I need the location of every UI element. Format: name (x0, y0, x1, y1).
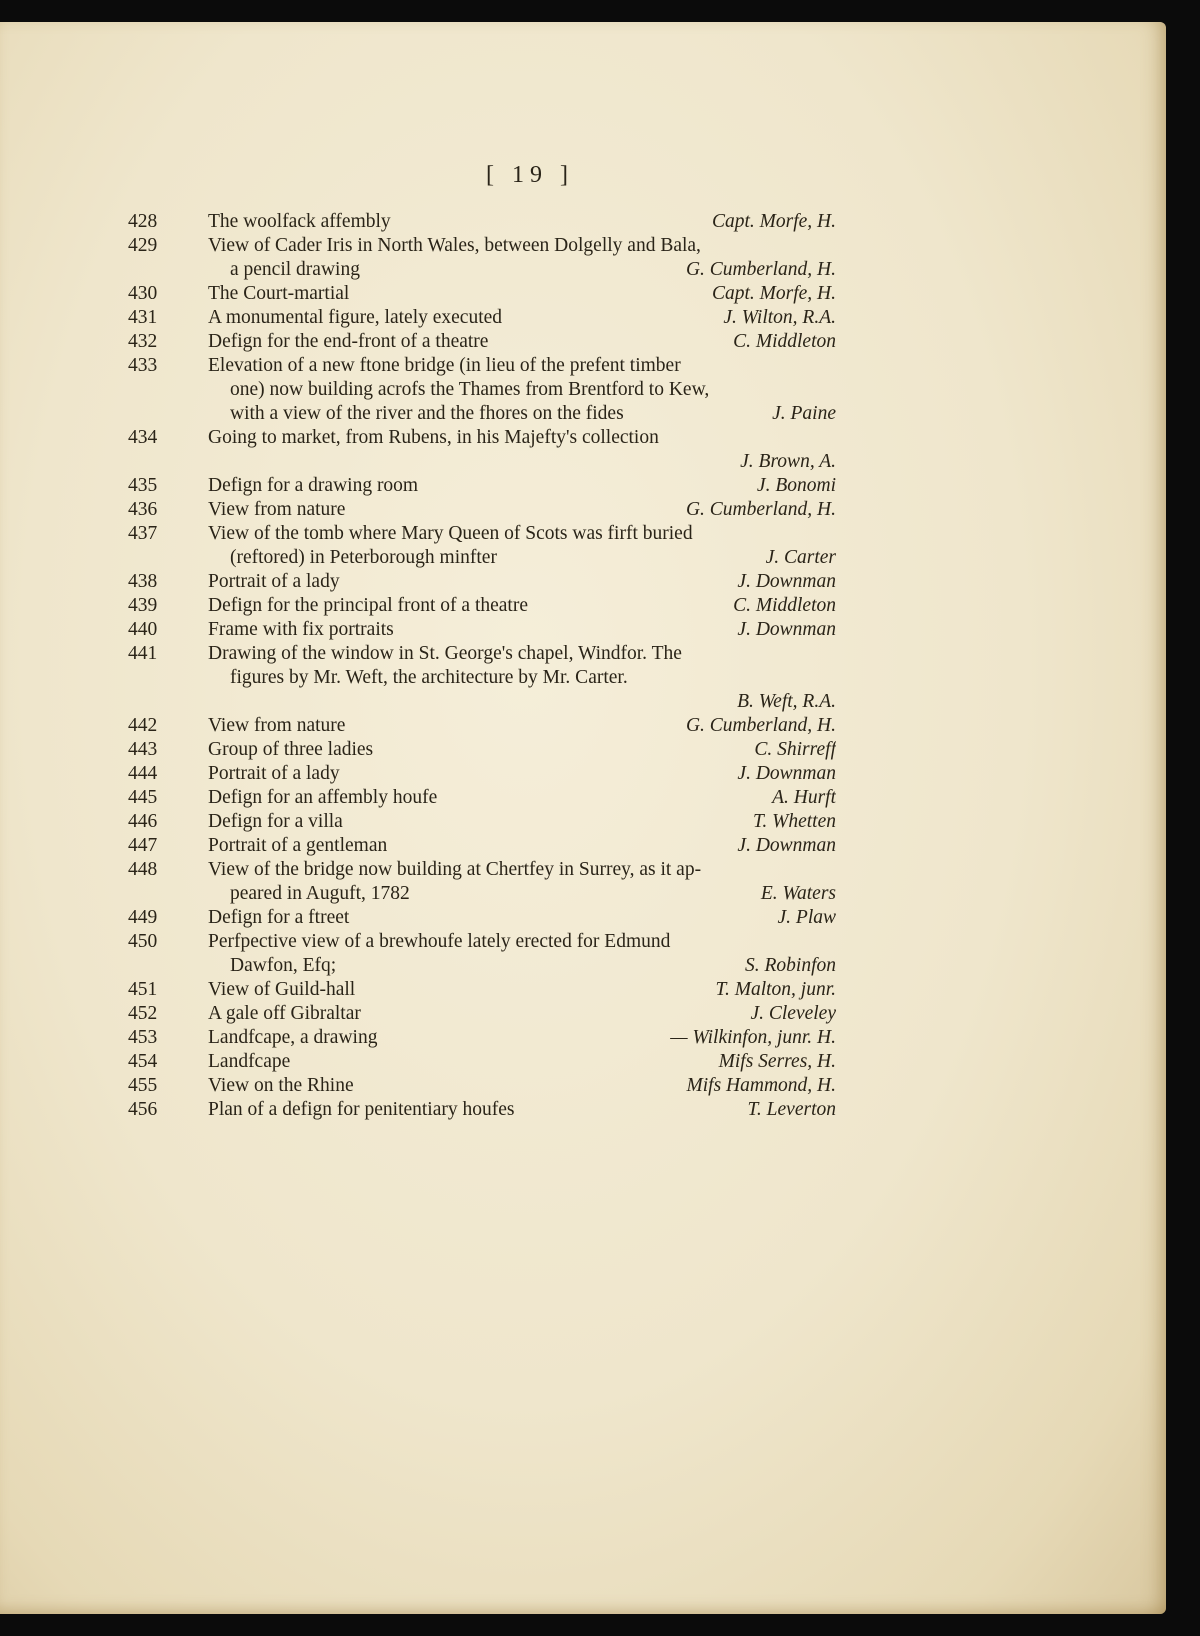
list-item (128, 1098, 836, 1122)
entry-title: with a view of the river and the fhores on the fides (230, 403, 624, 424)
list-item (128, 810, 836, 834)
list-item (128, 642, 836, 714)
list-item (128, 234, 836, 282)
entry-artist: S. Robinfon (745, 955, 836, 976)
list-item (128, 1002, 836, 1026)
entry-number: 444 (128, 763, 158, 784)
entry-title: Portrait of a gentleman (208, 835, 388, 856)
entry-artist: J. Downman (737, 763, 836, 784)
entry-title: Landfcape, a drawing (208, 1027, 378, 1048)
page-number: [ 19 ] (486, 162, 574, 188)
entry-artist: J. Cleveley (750, 1003, 836, 1024)
entry-number: 437 (128, 523, 158, 544)
entry-artist: J. Bonomi (756, 475, 836, 496)
list-item (128, 906, 836, 930)
list-item (128, 282, 836, 306)
entry-title: Drawing of the window in St. George's chapel, Windfor. The (208, 643, 682, 664)
entry-number: 438 (128, 571, 158, 592)
entry-number: 449 (128, 907, 158, 928)
list-item (128, 306, 836, 330)
list-item (128, 1074, 836, 1098)
entry-number: 451 (128, 979, 158, 1000)
entry-artist: C. Shirreff (754, 739, 836, 760)
entry-artist: J. Plaw (777, 907, 836, 928)
list-item (128, 522, 836, 570)
list-item (128, 498, 836, 522)
entry-artist: G. Cumberland, H. (685, 499, 836, 520)
entry-number: 453 (128, 1027, 158, 1048)
entry-title: A gale off Gibraltar (208, 1003, 361, 1024)
entry-title: View of Guild-hall (208, 979, 356, 1000)
list-item (128, 834, 836, 858)
list-item (128, 594, 836, 618)
entry-title: View from nature (208, 715, 346, 736)
entry-artist: E. Waters (760, 883, 836, 904)
entry-number: 442 (128, 715, 158, 736)
entry-artist: Mifs Serres, H. (718, 1051, 836, 1072)
entry-number: 448 (128, 859, 158, 880)
list-item (128, 930, 836, 978)
entry-number: 435 (128, 475, 158, 496)
entry-number: 445 (128, 787, 158, 808)
list-item (128, 354, 836, 426)
entry-artist: J. Paine (772, 403, 836, 424)
list-item (128, 426, 836, 474)
entry-title: Defign for the end-front of a theatre (208, 331, 489, 352)
entry-title: Frame with fix portraits (208, 619, 394, 640)
entry-artist: C. Middleton (733, 331, 836, 352)
list-item (128, 714, 836, 738)
entry-number: 428 (128, 211, 158, 232)
entry-list (128, 210, 836, 1122)
entry-title: View of Cader Iris in North Wales, between Dolgelly and Bala, (208, 235, 701, 256)
entry-number: 446 (128, 811, 158, 832)
entry-title: Defign for a drawing room (208, 475, 419, 496)
list-item (128, 618, 836, 642)
entry-title: Elevation of a new ftone bridge (in lieu of the prefent timber (208, 355, 681, 376)
list-item (128, 330, 836, 354)
list-item (128, 978, 836, 1002)
entry-title: Defign for a villa (208, 811, 343, 832)
entry-number: 456 (128, 1099, 158, 1120)
list-item (128, 210, 836, 234)
entry-artist: B. Weft, R.A. (737, 691, 836, 712)
catalogue-page (0, 22, 1166, 1614)
entry-number: 447 (128, 835, 158, 856)
entry-artist: Mifs Hammond, H. (686, 1075, 836, 1096)
entry-artist: A. Hurft (772, 787, 836, 808)
entry-artist: Capt. Morfe, H. (711, 211, 836, 232)
entry-title: (reftored) in Peterborough minfter (230, 547, 497, 568)
entry-number: 443 (128, 739, 158, 760)
entry-artist: J. Carter (765, 547, 836, 568)
entry-artist: T. Whetten (752, 811, 836, 832)
entry-artist: J. Downman (737, 619, 836, 640)
entry-title: Defign for the principal front of a theatre (208, 595, 528, 616)
entry-number: 434 (128, 427, 158, 448)
entry-artist: G. Cumberland, H. (685, 715, 836, 736)
list-item (128, 786, 836, 810)
entry-title: Going to market, from Rubens, in his Majefty's collection (208, 427, 659, 448)
entry-title: one) now building acrofs the Thames from Brentford to Kew, (230, 379, 710, 400)
entry-artist: G. Cumberland, H. (685, 259, 836, 280)
entry-number: 431 (128, 307, 158, 328)
entry-title: View on the Rhine (208, 1075, 354, 1096)
entry-title: a pencil drawing (230, 259, 360, 280)
entry-artist: J. Wilton, R.A. (723, 307, 836, 328)
entry-title: The Court-martial (208, 283, 350, 304)
entry-title: Portrait of a lady (208, 763, 340, 784)
list-item (128, 762, 836, 786)
entry-title: A monumental figure, lately executed (208, 307, 503, 328)
entry-title: Defign for a ftreet (208, 907, 350, 928)
entry-number: 433 (128, 355, 158, 376)
entry-title: peared in Auguft, 1782 (230, 883, 410, 904)
entry-number: 454 (128, 1051, 158, 1072)
entry-number: 436 (128, 499, 158, 520)
entry-number: 429 (128, 235, 158, 256)
entry-number: 452 (128, 1003, 158, 1024)
entry-artist: Capt. Morfe, H. (711, 283, 836, 304)
entry-title: Portrait of a lady (208, 571, 340, 592)
entry-artist: J. Downman (737, 571, 836, 592)
entry-title: Perfpective view of a brewhoufe lately erected for Edmund (208, 931, 671, 952)
list-item (128, 1050, 836, 1074)
list-item (128, 474, 836, 498)
entry-artist: J. Downman (737, 835, 836, 856)
entry-title: Group of three ladies (208, 739, 374, 760)
entry-title: Landfcape (208, 1051, 291, 1072)
entry-number: 440 (128, 619, 158, 640)
list-item (128, 858, 836, 906)
list-item (128, 570, 836, 594)
entry-title: Plan of a defign for penitentiary houfes (208, 1099, 515, 1120)
entry-title: The woolfack affembly (208, 211, 391, 232)
entry-number: 432 (128, 331, 158, 352)
entry-artist: C. Middleton (733, 595, 836, 616)
entry-title: figures by Mr. Weft, the architecture by Mr. Carter. (230, 667, 628, 688)
entry-artist: T. Leverton (747, 1099, 836, 1120)
entry-number: 450 (128, 931, 158, 952)
entry-artist: — Wilkinfon, junr. H. (670, 1027, 836, 1048)
entry-title: View of the tomb where Mary Queen of Scots was firft buried (208, 523, 693, 544)
entry-artist: T. Malton, junr. (715, 979, 836, 1000)
list-item (128, 738, 836, 762)
entry-number: 430 (128, 283, 158, 304)
entry-title: View of the bridge now building at Chertfey in Surrey, as it ap- (208, 859, 702, 880)
entry-artist: J. Brown, A. (740, 451, 836, 472)
entry-title: Dawfon, Efq; (230, 955, 337, 976)
entry-number: 439 (128, 595, 158, 616)
list-item (128, 1026, 836, 1050)
entry-number: 455 (128, 1075, 158, 1096)
entry-title: Defign for an affembly houfe (208, 787, 438, 808)
entry-title: View from nature (208, 499, 346, 520)
entry-number: 441 (128, 643, 158, 664)
